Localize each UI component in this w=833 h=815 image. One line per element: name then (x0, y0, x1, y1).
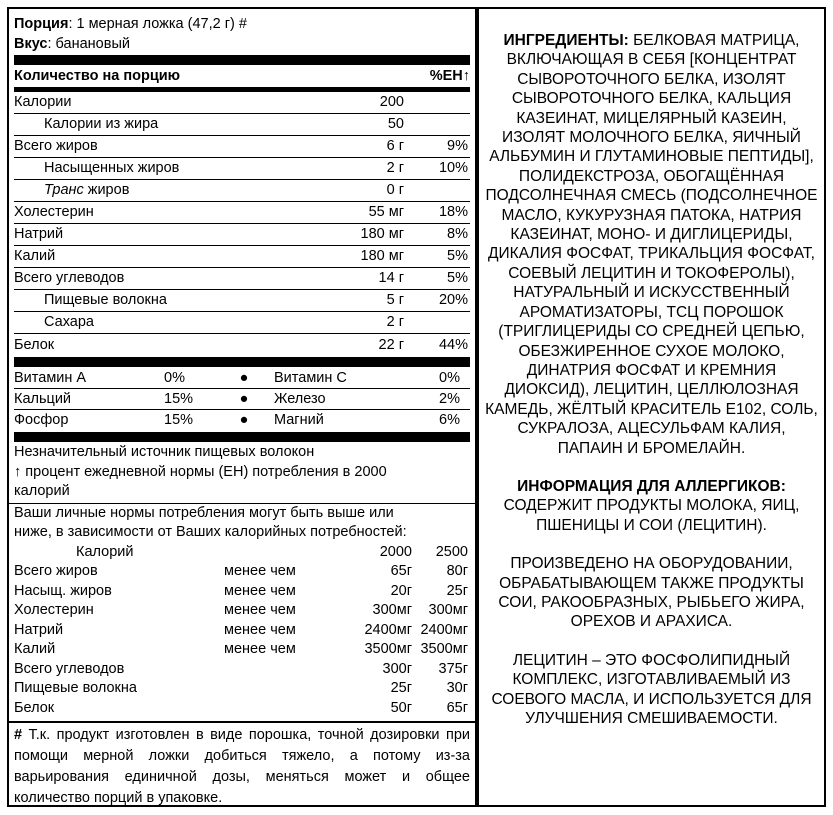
flavor: Вкус: банановый (14, 36, 130, 52)
vitamin-row: Фосфор 15% ● Магний 6% (14, 410, 470, 431)
table-row: Калории из жира 50 (14, 114, 470, 136)
table-row: Калории 200 (14, 92, 470, 114)
table-row: Транс жиров 0 г (14, 180, 470, 202)
bullet-icon: ● (239, 391, 249, 407)
table-row: Сахара 2 г (14, 312, 470, 334)
table-row: Холестерин 55 мг 18% (14, 202, 470, 224)
vitamin-row: Кальций 15% ● Железо 2% (14, 389, 470, 410)
vitamin-row: Витамин А 0% ● Витамин С 0% (14, 368, 470, 389)
calorie-header-row: Калорий 2000 2500 (76, 543, 468, 560)
bullet-icon: ● (239, 412, 249, 428)
facility-block: ПРОИЗВЕДЕНО НА ОБОРУДОВАНИИ, ОБРАБАТЫВАЮЩЕМ ТАКЖЕ ПРОДУКТЫ СОИ, РАКООБРАЗНЫХ, РЫБЬЕГО ЖИРА, ОРЕХОВ И АРАХИСА. (498, 555, 805, 631)
trans-fat-label: Транс жиров (44, 182, 130, 198)
table-row: Насыщенных жиров 2 г 10% (14, 158, 470, 180)
fiber-note: Незначительный источник пищевых волокон (14, 444, 315, 460)
thick-divider (14, 432, 470, 442)
table-row: Всего углеводов 14 г 5% (14, 268, 470, 290)
dv-row: Пищевые волокна 25г 30г (14, 680, 468, 696)
serving-size: Порция: 1 мерная ложка (47,2 г) # (14, 16, 247, 32)
table-row: Калий 180 мг 5% (14, 246, 470, 268)
dv-row: Насыщ. жиров менее чем 20г 25г (14, 582, 468, 599)
nutrition-label (7, 7, 826, 807)
serving-disclaimer: # Т.к. продукт изготовлен в виде порошка, точной дозировки при помощи мерной ложки добиться тяжело, а потому из-за варьирования единичной дозы, меняться может и общее количество порций в упаковке. (9, 721, 475, 809)
amount-header: Количество на порцию %ЕН↑ (14, 68, 470, 84)
ingredients-block: ИНГРЕДИЕНТЫ: БЕЛКОВАЯ МАТРИЦА, ВКЛЮЧАЮЩАЯ В СЕБЯ [КОНЦЕНТРАТ СЫВОРОТОЧНОГО БЕЛКА, ИЗОЛЯТ СЫВОРОТОЧНОГО БЕЛКА, КАЛЬЦИЯ КАЗЕИНАТ, МИЦЕЛЯРНЫЙ КАЗЕИН, ИЗОЛЯТ МОЛОЧНОГО БЕЛКА, ЯИЧНЫЙ АЛЬБУМИН И ГЛУТАМИНОВЫЕ ПЕПТИДЫ], ПОЛИДЕКСТРОЗА, ОБОГАЩЁННАЯ ПОДСОЛНЕЧНАЯ СМЕСЬ (ПОДСОЛНЕЧНОЕ МАСЛО, КУКУРУЗНАЯ ПАТОКА, НАТРИЯ КАЗЕИНАТ, МОНО- И ДИГЛИЦЕРИДЫ, ДИКАЛИЯ ФОСФАТ, ТРИКАЛЬЦИЯ ФОСФАТ, СОЕВЫЙ ЛЕЦИТИН И ТОКОФЕРОЛЫ), НАТУРАЛЬНЫЙ И ИСКУССТВЕННЫЙ АРОМАТИЗАТОРЫ, ТСЦ ПОРОШОК (ТРИГЛИЦЕРИДЫ СО СРЕДНЕЙ ЦЕПЬЮ, ОБЕЗЖИРЕННОЕ СУХОЕ МОЛОКО, ДИНАТРИЯ ФОСФАТ И КРЕМНИЯ ДИОКСИД), ЛЕЦИТИН, ЦЕЛЛЮЛОЗНАЯ КАМЕДЬ, ЖЁЛТЫЙ КРАСИТЕЛЬ Е102, СОЛЬ, СУКРАЛОЗА, АЦЕСУЛЬФАМ КАЛИЯ, ПАПАИН И БРОМЕЛАЙН. (485, 32, 818, 457)
dv-row: Всего жиров менее чем 65г 80г (14, 563, 468, 579)
dv-row: Белок 50г 65г (14, 699, 468, 716)
dv-row: Холестерин менее чем 300мг 300мг (14, 602, 468, 618)
personal-needs: Ваши личные нормы потребления могут быть выше или ниже, в зависимости от Ваших калорийных потребностей: Калорий 2000 2500 Всего жиров менее чем 65г 80г Насыщ. жиров менее чем 20г 25г Холестерин менее чем 300мг 300мг Натрий менее чем 2400мг 2400мг Калий менее чем 3500мг 3500мг Всего углеводов 300г 375г Пищевые волокна 25г 30г Белок 50г 65г (9, 503, 475, 719)
allergy-block: ИНФОРМАЦИЯ ДЛЯ АЛЛЕРГИКОВ: СОДЕРЖИТ ПРОДУКТЫ МОЛОКА, ЯИЦ, ПШЕНИЦЫ И СОИ (ЛЕЦИТИН). (503, 477, 800, 534)
table-row: Натрий 180 мг 8% (14, 224, 470, 246)
table-row: Белок 22 г 44% (14, 337, 468, 353)
lecithin-block: ЛЕЦИТИН – ЭТО ФОСФОЛИПИДНЫЙ КОМПЛЕКС, ИЗГОТАВЛИВАЕМЫЙ ИЗ СОЕВОГО МАСЛА, И ИСПОЛЬЗУЕТСЯ ДЛЯ УЛУЧШЕНИЯ СМЕШИВАЕМОСТИ. (491, 651, 812, 727)
dv-row: Калий менее чем 3500мг 3500мг (14, 641, 468, 657)
dv-row: Натрий менее чем 2400мг 2400мг (14, 621, 468, 638)
table-row: Пищевые волокна 5 г 20% (14, 290, 470, 312)
dv-row: Всего углеводов 300г 375г (14, 660, 468, 677)
ingredients-panel (479, 9, 824, 805)
dv-note: ↑ процент ежедневной нормы (ЕН) потребления в 2000 калорий (14, 463, 387, 499)
nutrition-facts-panel (9, 9, 479, 805)
bullet-icon: ● (239, 370, 249, 386)
table-row: Всего жиров 6 г 9% (14, 136, 470, 158)
thick-divider (14, 357, 470, 367)
thick-divider (14, 55, 470, 65)
